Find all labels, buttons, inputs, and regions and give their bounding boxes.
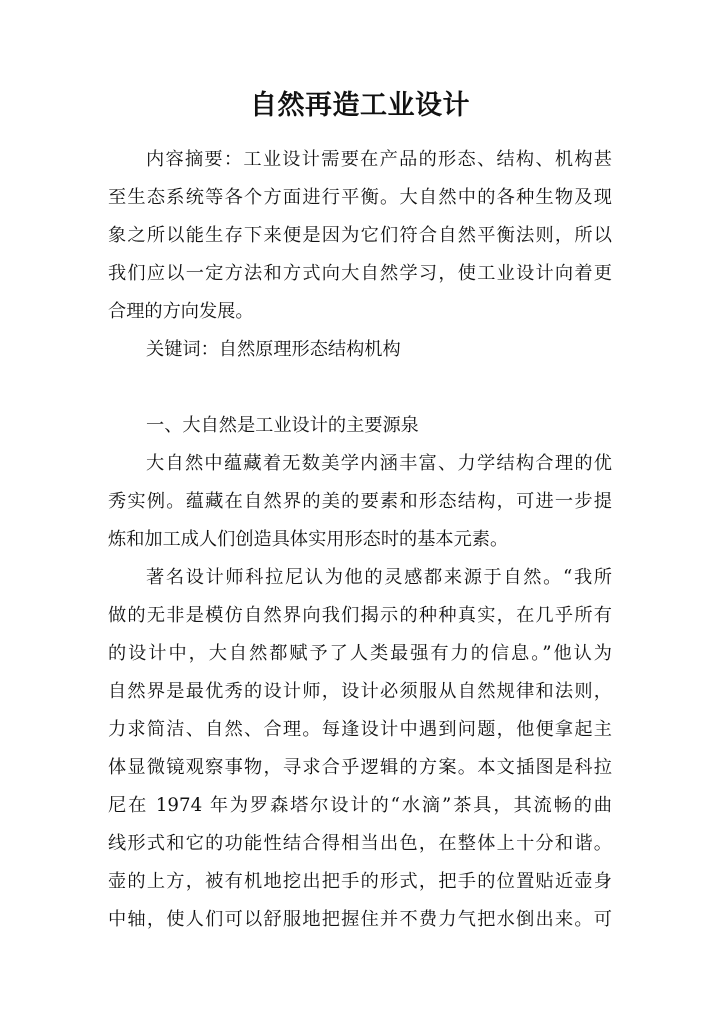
paragraph-line: 自然界是最优秀的设计师，设计必须服从自然规律和法则，	[108, 681, 612, 702]
paragraph-line: 壶的上方，被有机地挖出把手的形式，把手的位置贴近壶身	[108, 871, 612, 892]
paragraph-line: 秀实例。蕴藏在自然界的美的要素和形态结构，可进一步提	[108, 491, 612, 512]
keywords: 关键词：自然原理形态结构机构	[146, 339, 401, 360]
section-heading: 一、大自然是工业设计的主要源泉	[146, 415, 419, 436]
paragraph-line: 炼和加工成人们创造具体实用形态时的基本元素。	[108, 529, 509, 550]
abstract-line: 象之所以能生存下来便是因为它们符合自然平衡法则，所以	[108, 225, 612, 246]
abstract-line: 我们应以一定方法和方式向大自然学习，使工业设计向着更	[108, 263, 612, 284]
paragraph-line: 体显微镜观察事物，寻求合乎逻辑的方案。本文插图是科拉	[108, 757, 612, 778]
paragraph-line: 大自然中蕴藏着无数美学内涵丰富、力学结构合理的优	[146, 453, 612, 474]
paragraph-line: 的设计中，大自然都赋予了人类最强有力的信息。”他认为	[108, 643, 612, 664]
document-title: 自然再造工业设计	[250, 90, 470, 121]
abstract-line: 内容摘要：工业设计需要在产品的形态、结构、机构甚	[146, 149, 612, 170]
paragraph-line: 中轴，使人们可以舒服地把握住并不费力气把水倒出来。可	[108, 909, 612, 930]
paragraph-line: 线形式和它的功能性结合得相当出色，在整体上十分和谐。	[108, 833, 612, 854]
paragraph-line: 做的无非是模仿自然界向我们揭示的种种真实，在几乎所有	[108, 605, 612, 626]
abstract-line: 至生态系统等各个方面进行平衡。大自然中的各种生物及现	[108, 187, 612, 208]
abstract-line: 合理的方向发展。	[108, 301, 254, 322]
paragraph-line: 尼在 1974 年为罗森塔尔设计的“水滴”茶具，其流畅的曲	[108, 795, 612, 816]
blank-line	[108, 369, 612, 407]
paragraph-line: 著名设计师科拉尼认为他的灵感都来源于自然。“我所	[146, 567, 612, 588]
document-body	[108, 141, 612, 939]
paragraph-line: 力求简洁、自然、合理。每逢设计中遇到问题，他便拿起主	[108, 719, 612, 740]
